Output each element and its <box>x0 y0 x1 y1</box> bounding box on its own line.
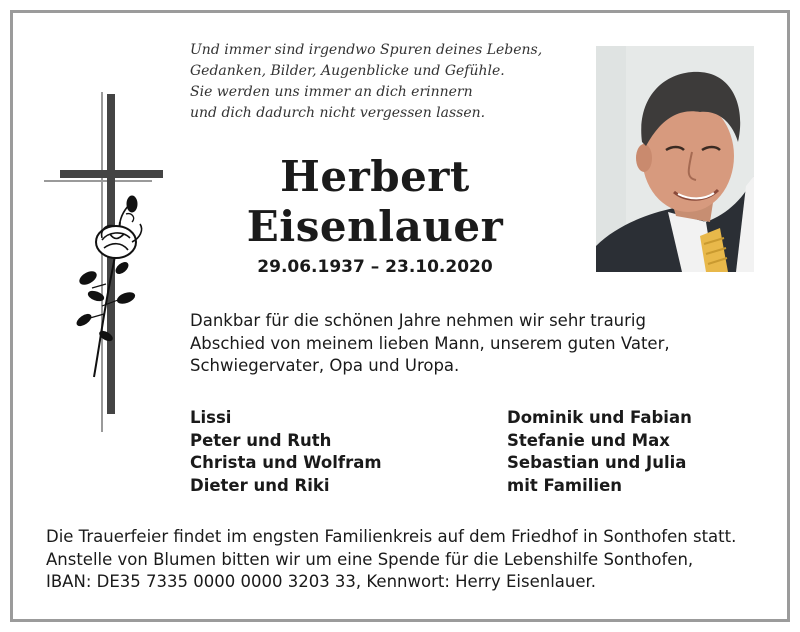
notice-line: IBAN: DE35 7335 0000 0000 3203 33, Kennwort: Herry Eisenlauer. <box>46 572 597 591</box>
notice-line: Anstelle von Blumen bitten wir um eine Spende für die Lebenshilfe Sonthofen, <box>46 549 694 569</box>
mourner-name: Dieter und Riki <box>190 475 330 495</box>
thanks-line: Abschied von meinem lieben Mann, unserem guten Vater, <box>190 333 670 353</box>
life-dates: 29.06.1937 – 23.10.2020 <box>257 257 493 277</box>
thanks-line: Dankbar für die schönen Jahre nehmen wir sehr traurig <box>190 311 646 330</box>
mourner-name: Stefanie und Max <box>507 430 670 450</box>
mourner-name: Peter und Ruth <box>190 430 332 450</box>
notice-line: Die Trauerfeier findet im engsten Familienkreis auf dem Friedhof in Sonthofen statt. <box>46 527 737 546</box>
deceased-last-name: Eisenlauer <box>246 202 504 251</box>
mourner-name: mit Familien <box>507 475 623 495</box>
mourners-right-column <box>507 407 692 497</box>
thanks-line: Schwiegervater, Opa und Uropa. <box>190 356 460 375</box>
mourner-name: Lissi <box>190 408 232 427</box>
cross-icon <box>44 92 174 437</box>
poem-line: Gedanken, Bilder, Augenblicke und Gefühle. <box>190 63 505 79</box>
funeral-notice <box>46 526 736 594</box>
portrait-photo <box>596 46 754 272</box>
mourners-left-column <box>190 407 382 497</box>
poem <box>190 40 542 124</box>
mourner-name: Christa und Wolfram <box>190 453 382 472</box>
poem-line: und dich dadurch nicht vergessen lassen. <box>190 105 486 121</box>
poem-line: Sie werden uns immer an dich erinnern <box>190 84 473 100</box>
thanks-paragraph <box>190 310 670 378</box>
deceased-first-name: Herbert <box>280 152 470 201</box>
poem-line: Und immer sind irgendwo Spuren deines Lebens, <box>190 42 543 58</box>
mourner-name: Sebastian und Julia <box>507 453 687 472</box>
mourner-name: Dominik und Fabian <box>507 408 692 427</box>
